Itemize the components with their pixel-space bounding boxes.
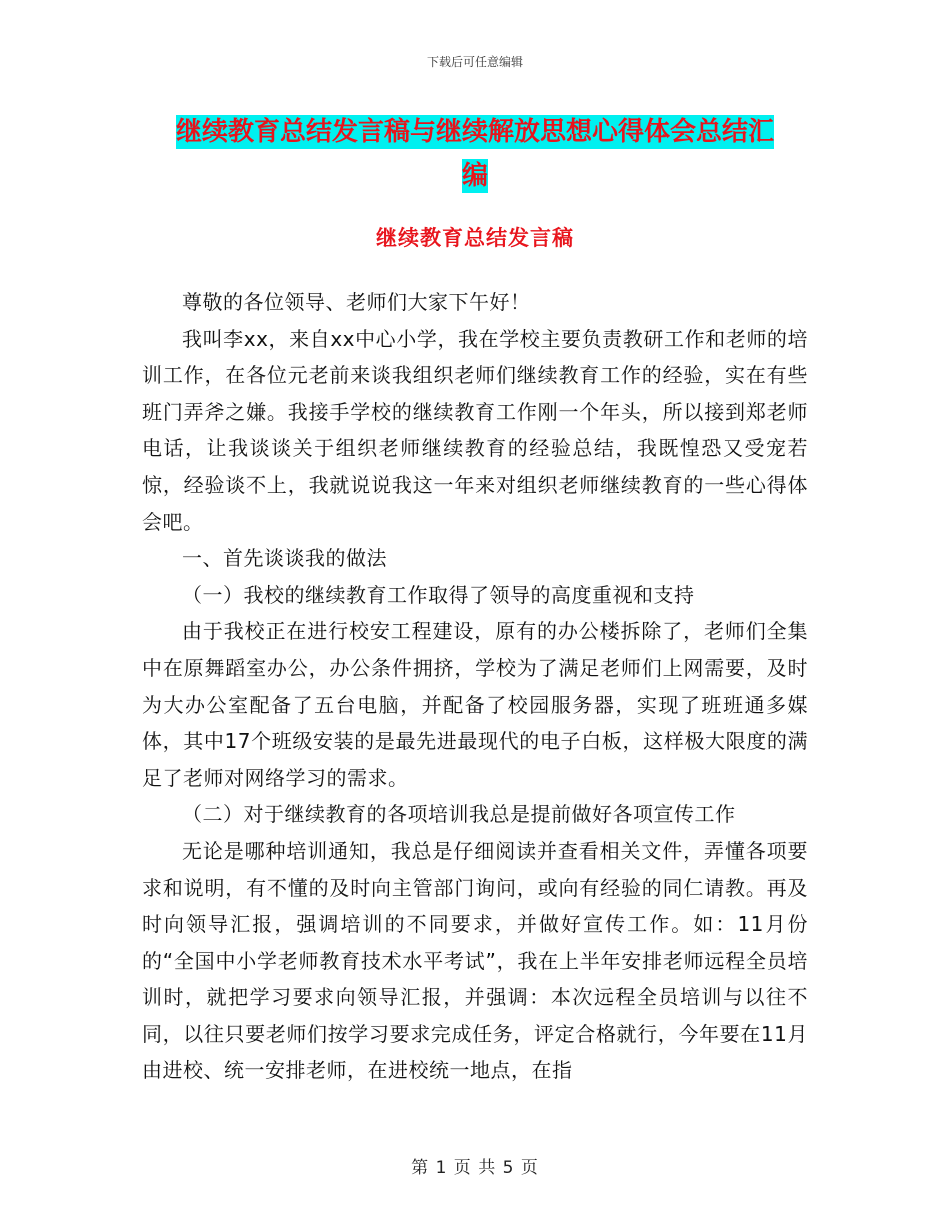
document-title [140,110,810,198]
paragraph: 一、首先谈谈我的做法 [182,546,387,571]
paragraph: 我叫李xx，来自xx中心小学，我在学校主要负责教研工作和老师的培训工作，在各位元老前来谈我组织老师们继续教育工作的经验，实在有些班门弄斧之嫌。我接手学校的继续教育工作刚一个年头，所以接到郑老师电话，让我谈谈关于组织老师继续教育的经验总结，我既惶恐又受宠若惊，经验谈不上，我就说说我这一年来对组织老师继续教育的一些心得体会吧。 [142,326,808,534]
document-title-line-1: 继续教育总结发言稿与继续解放思想心得体会总结汇 [175,117,774,147]
page-number-footer: 第 1 页 共 5 页 [411,1158,539,1178]
paragraph: 尊敬的各位领导、老师们大家下午好！ [182,290,531,314]
paragraph: （二）对于继续教育的各项培训我总是提前做好各项宣传工作 [182,802,736,827]
header-note: 下载后可任意编辑 [426,55,523,69]
paragraph: 无论是哪种培训通知，我总是仔细阅读并查看相关文件，弄懂各项要求和说明，有不懂的及时向主管部门询问，或向有经验的同仁请教。再及时向领导汇报，强调培训的不同要求，并做好宣传工作。如：11月份的“全国中小学老师教育技术水平考试”，我在上半年安排老师远程全员培训时，就把学习要求向领导汇报，并强调：本次远程全员培训与以往不同，以往只要老师们按学习要求完成任务，评定合格就行，今年要在11月由进校、统一安排老师，在进校统一地点，在指 [142,838,808,1083]
document-title-line-2: 编 [461,161,488,191]
paragraph: 由于我校正在进行校安工程建设，原有的办公楼拆除了，老师们全集中在原舞蹈室办公，办公条件拥挤，学校为了满足老师们上网需要，及时为大办公室配备了五台电脑，并配备了校园服务器，实现了班班通多媒体，其中17个班级安装的是最先进最现代的电子白板，这样极大限度的满足了老师对网络学习的需求。 [142,619,808,790]
section-title: 继续教育总结发言稿 [376,226,574,250]
body-text [142,284,808,1089]
paragraph: （一）我校的继续教育工作取得了领导的高度重视和支持 [182,582,695,607]
